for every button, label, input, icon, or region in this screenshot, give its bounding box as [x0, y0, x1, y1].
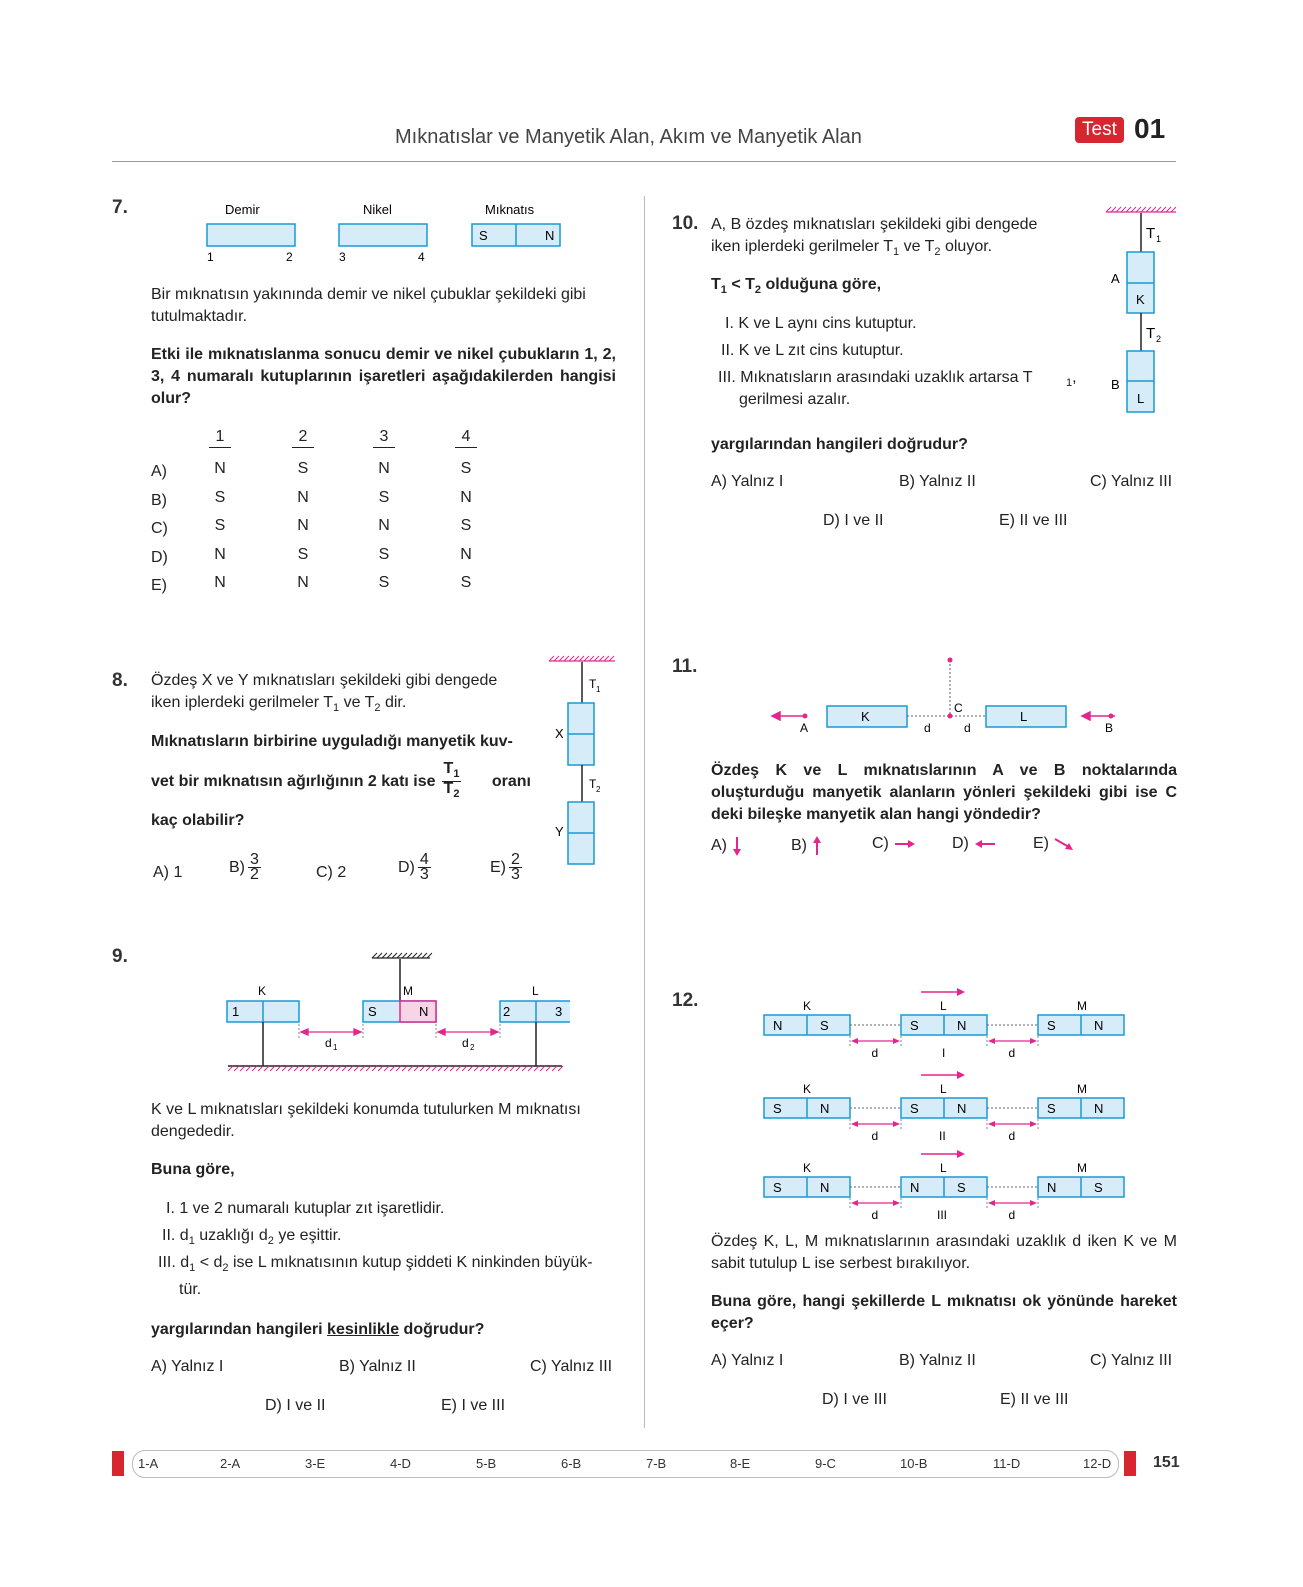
arrow-down-right-icon — [1053, 836, 1075, 852]
q7-option-cell: S — [214, 517, 226, 534]
q8-y-label: Y — [555, 824, 564, 839]
q9-ask: yargılarından hangileri kesinlikle doğrudur? — [151, 1321, 485, 1338]
q11-d2-label: d — [964, 721, 971, 735]
answer-key-item: 3-E — [305, 1456, 326, 1471]
q8-option-d[interactable]: D) $\frac{4}{3}$ — [398, 851, 429, 883]
answer-key-item: 7-B — [646, 1456, 667, 1471]
q12-figure — [760, 985, 1130, 1225]
q12-pole: N — [957, 1101, 967, 1116]
q7-option-label[interactable]: A) — [151, 463, 167, 480]
q12-option-a[interactable]: A) Yalnız I — [711, 1352, 784, 1369]
q10-ask: yargılarından hangileri doğrudur? — [711, 436, 968, 453]
q8-ratio-fraction: $\frac{T_1}{T_2}$ — [443, 760, 460, 801]
q7-nickel-label: Nikel — [363, 202, 392, 217]
q12-pole: N — [773, 1018, 783, 1033]
test-badge: Test — [1075, 117, 1124, 143]
q7-magnet-label: Mıknatıs — [485, 202, 535, 217]
q7-pole-1: 1 — [207, 250, 214, 264]
q7-option-cell: N — [378, 460, 390, 477]
answer-key-item: 10-B — [900, 1456, 928, 1471]
answer-key-item: 2-A — [220, 1456, 241, 1471]
q12-pole: S — [910, 1101, 919, 1116]
q9-pole-2: 2 — [503, 1004, 511, 1019]
q7-option-cell: S — [460, 517, 472, 534]
q12-d-label: d — [871, 1208, 879, 1222]
q7-pole-2: 2 — [286, 250, 293, 264]
q11-option-c[interactable]: C) — [872, 835, 917, 853]
q12-d-label: d — [871, 1046, 879, 1060]
q11-a-label: A — [800, 721, 809, 735]
q12-roman-label: III — [937, 1208, 948, 1222]
test-number: 01 — [1134, 113, 1166, 144]
q12-option-b[interactable]: B) Yalnız II — [899, 1352, 976, 1369]
q7-col-header: 1 — [209, 428, 231, 448]
q7-option-cell: N — [460, 545, 472, 563]
answer-key-item: 1-A — [138, 1456, 159, 1471]
q12-pole: N — [820, 1101, 830, 1116]
q9-figure — [220, 950, 570, 1080]
q9-k-label: K — [258, 984, 267, 998]
q10-statement-2: II. K ve L zıt cins kutuptur. — [721, 342, 904, 359]
q10-l-label: L — [1137, 391, 1145, 406]
q9-option-d[interactable]: D) I ve II — [265, 1397, 326, 1414]
q8-x-label: X — [555, 726, 564, 741]
q7-option-cell: N — [297, 488, 309, 506]
q11-d1-label: d — [924, 721, 931, 735]
q7-option-cell: N — [460, 488, 472, 506]
q10-option-e[interactable]: E) II ve III — [999, 512, 1068, 529]
arrow-up-icon — [811, 835, 823, 857]
q7-option-cell: S — [460, 574, 472, 591]
q10-stem: A, B özdeş mıknatısları şekildeki gibi dengede iken iplerdeki gerilmeler $T_1$ ve $T_2$ oluyor. — [711, 216, 1038, 259]
q11-option-d[interactable]: D) — [952, 835, 997, 853]
q8-stem: Özdeş X ve Y mıknatısları şekildeki gibi dengede iken iplerdeki gerilmeler $T_1$ ve $T_2$ dir. — [151, 672, 498, 715]
q11-b-label: B — [1105, 721, 1114, 735]
q7-option-cell: S — [214, 488, 226, 506]
q10-k-label: K — [1136, 292, 1145, 307]
q8-option-a[interactable]: A) 1 — [153, 864, 183, 881]
q11-option-a[interactable]: A) — [711, 835, 743, 857]
q10-figure — [1100, 203, 1180, 418]
q9-pole-3: 3 — [555, 1004, 563, 1019]
answer-key-item: 11-D — [993, 1456, 1021, 1471]
q7-pole-3: 3 — [339, 250, 346, 264]
svg-text:2: 2 — [470, 1043, 475, 1052]
q7-option-cell: N — [214, 574, 226, 591]
svg-text:2: 2 — [596, 785, 601, 794]
q9-l-label: L — [532, 984, 539, 998]
q7-option-cell: N — [214, 460, 226, 477]
q12-roman-label: II — [939, 1129, 946, 1143]
q12-question: Buna göre, hangi şekillerde L mıknatısı ok yönünde hareket eçer? — [711, 1293, 1177, 1332]
q12-pole: N — [1047, 1180, 1057, 1195]
q9-statement-3: III. $d_1 < d_2$ ise L mıknatısının kutup şiddeti K ninkinden büyük- tür. — [158, 1254, 593, 1299]
q12-pole: N — [1094, 1101, 1104, 1116]
answer-bar-right-marker — [1124, 1451, 1136, 1476]
arrow-right-icon — [893, 838, 917, 850]
q9-statement-1: I. 1 ve 2 numaralı kutuplar zıt işaretlidir. — [166, 1200, 445, 1217]
q12-pole: S — [1047, 1101, 1056, 1116]
q7-option-cell: S — [378, 574, 390, 591]
q12-option-e[interactable]: E) II ve III — [1000, 1391, 1069, 1408]
q12-m-label: M — [1077, 1161, 1087, 1175]
q8-t2-label: T — [589, 777, 597, 791]
q7-col-header: 2 — [292, 428, 314, 448]
q10-condition: $T_1 < T_2$ olduğuna göre, — [711, 276, 882, 297]
q10-option-d[interactable]: D) I ve II — [823, 512, 884, 529]
svg-text:1: 1 — [333, 1043, 338, 1052]
q11-k-label: K — [861, 709, 870, 724]
q8-option-b[interactable]: B) $\frac{3}{2}$ — [229, 851, 259, 883]
q9-d2-label: d — [462, 1036, 469, 1050]
question-8-number: 8. — [112, 670, 128, 691]
page-number: 151 — [1153, 1454, 1180, 1471]
q12-pole: S — [773, 1101, 782, 1116]
q7-option-cell: S — [297, 460, 309, 477]
column-divider — [644, 196, 645, 1428]
q12-arrow-right-icon — [957, 988, 965, 996]
q7-figure — [195, 198, 575, 268]
q12-pole: N — [1094, 1018, 1104, 1033]
q7-option-cell: N — [297, 574, 309, 591]
answer-key-item: 8-E — [730, 1456, 751, 1471]
q12-d-label: d — [1008, 1129, 1016, 1143]
q10-t2-label: T — [1146, 325, 1156, 342]
q12-k-label: K — [803, 1082, 812, 1096]
question-12-number: 12. — [672, 990, 699, 1011]
q7-iron-bar — [207, 224, 295, 246]
q12-d-label: d — [1008, 1046, 1016, 1060]
q12-pole: S — [773, 1180, 782, 1195]
q10-statement-3: III. Mıknatısların arasındaki uzaklık artarsa T gerilmesi azalır. — [718, 369, 1033, 408]
q7-option-cell: S — [378, 545, 390, 563]
q12-pole: S — [1094, 1180, 1103, 1195]
q10-t1-label: T — [1146, 225, 1156, 242]
q10-b-label: B — [1111, 377, 1120, 392]
q7-option-cell: N — [297, 517, 309, 534]
q7-option-label[interactable]: D) — [151, 548, 168, 566]
q12-k-label: K — [803, 1161, 812, 1175]
q7-option-cell: S — [378, 488, 390, 506]
q7-option-cell: N — [378, 517, 390, 534]
q9-stem: K ve L mıknatısları şekildeki konumda tutulurken M mıknatısı dengededir. — [151, 1101, 581, 1140]
q12-pole: S — [957, 1180, 966, 1195]
arrow-left-icon — [973, 838, 997, 850]
q12-d-label: d — [1008, 1208, 1016, 1222]
answer-key-item: 4-D — [390, 1456, 411, 1471]
q7-pole-4: 4 — [418, 250, 425, 264]
q12-pole: S — [820, 1018, 829, 1033]
q8-question: Mıknatısların birbirine uyguladığı manyetik kuv- vet bir mıknatısın ağırlığının 2 katı ise $\frac{T_1}{T_2}$ oranı kaç olabilir? — [151, 733, 531, 830]
q7-magnet-s: S — [479, 228, 488, 243]
q7-option-label[interactable]: C) — [151, 520, 168, 537]
svg-text:2: 2 — [1156, 334, 1162, 344]
q12-l-label: L — [940, 999, 947, 1013]
q9-option-c[interactable]: C) Yalnız III — [530, 1358, 613, 1375]
q11-figure — [765, 650, 1125, 740]
q7-option-label[interactable]: E) — [151, 577, 167, 594]
q12-arrow-right-icon — [957, 1071, 965, 1079]
q9-lead: Buna göre, — [151, 1161, 235, 1178]
svg-text:1: 1 — [596, 685, 601, 694]
q10-option-c[interactable]: C) Yalnız III — [1090, 473, 1173, 490]
q12-pole: N — [820, 1180, 830, 1195]
q10-a-label: A — [1111, 271, 1120, 286]
answer-key-item: 12-D — [1083, 1456, 1112, 1471]
q12-roman-label: I — [942, 1046, 946, 1060]
q12-pole: N — [957, 1018, 967, 1033]
q8-option-e[interactable]: E) $\frac{2}{3}$ — [490, 851, 520, 883]
answer-key-item: 9-C — [815, 1456, 836, 1471]
q9-m-label: M — [403, 984, 413, 998]
q12-l-label: L — [940, 1082, 947, 1096]
q12-m-label: M — [1077, 1082, 1087, 1096]
question-11-number: 11. — [672, 656, 698, 677]
q7-option-cell: S — [460, 460, 472, 477]
answer-key-item: 6-B — [561, 1456, 582, 1471]
q12-option-d[interactable]: D) I ve III — [822, 1391, 887, 1408]
q9-option-e[interactable]: E) I ve III — [441, 1397, 506, 1414]
q9-m-n: N — [419, 1004, 429, 1019]
q11-option-b[interactable]: B) — [791, 835, 823, 857]
q12-pole: S — [1047, 1018, 1056, 1033]
q7-nickel-bar — [339, 224, 427, 246]
q12-pole: N — [910, 1180, 920, 1195]
header-divider — [112, 161, 1176, 162]
question-10-number: 10. — [672, 213, 699, 234]
q7-stem: Bir mıknatısın yakınında demir ve nikel çubuklar şekildeki gibi tutulmaktadır. — [151, 286, 586, 325]
q7-question: Etki ile mıknatıslanma sonucu demir ve nikel çubukların 1, 2, 3, 4 numaralı kutuplarının işaretleri aşağıdakilerden hangisi olur? — [151, 346, 616, 407]
q7-iron-label: Demir — [225, 202, 260, 217]
q7-col-header: 3 — [373, 428, 395, 448]
q12-stem: Özdeş K, L, M mıknatıslarının arasındaki uzaklık d iken K ve M sabit tutulup L ise serbest bırakılıyor. — [711, 1233, 1177, 1272]
q12-l-label: L — [940, 1161, 947, 1175]
q11-l-label: L — [1020, 709, 1028, 724]
q8-option-c[interactable]: C) 2 — [316, 864, 347, 881]
arrow-down-icon — [731, 835, 743, 857]
q8-t1-label: T — [589, 677, 597, 691]
q9-statement-2: II. $d_1$ uzaklığı $d_2$ ye eşittir. — [162, 1227, 342, 1248]
question-9-number: 9. — [112, 946, 128, 967]
answer-bar-left-marker — [112, 1451, 124, 1476]
q9-option-a[interactable]: A) Yalnız I — [151, 1358, 224, 1375]
q12-m-label: M — [1077, 999, 1087, 1013]
q10-statement-1: I. K ve L aynı cins kutuptur. — [725, 315, 917, 332]
q10-option-a[interactable]: A) Yalnız I — [711, 473, 784, 490]
q11-c-label: C — [954, 701, 963, 715]
answer-key-item: 5-B — [476, 1456, 497, 1471]
q12-k-label: K — [803, 999, 812, 1013]
q8-figure — [545, 655, 625, 870]
q12-pole: S — [910, 1018, 919, 1033]
q7-magnet-n: N — [545, 228, 555, 243]
q12-option-c[interactable]: C) Yalnız III — [1090, 1352, 1173, 1369]
q7-option-cell: N — [214, 545, 226, 563]
q11-question: Özdeş K ve L mıknatıslarının A ve B noktalarında oluşturduğu manyetik alanların yönleri şekildeki gibi ise C deki bileşke manyetik alan hangi yöndedir? — [711, 762, 1177, 823]
q9-d1-label: d — [325, 1036, 332, 1050]
q9-option-b[interactable]: B) Yalnız II — [339, 1358, 416, 1375]
q9-m-s: S — [368, 1004, 377, 1019]
answer-key-bar — [132, 1450, 1119, 1478]
q7-option-label[interactable]: B) — [151, 491, 167, 509]
q9-pole-1: 1 — [232, 1004, 240, 1019]
svg-text:1: 1 — [1156, 234, 1162, 244]
q10-option-b[interactable]: B) Yalnız II — [899, 473, 976, 490]
question-7-number: 7. — [112, 197, 128, 218]
q11-option-e[interactable]: E) — [1033, 835, 1075, 853]
page-header-title: Mıknatıslar ve Manyetik Alan, Akım ve Manyetik Alan — [395, 126, 862, 148]
q7-option-cell: S — [297, 545, 309, 563]
q12-arrow-right-icon — [957, 1150, 965, 1158]
q12-d-label: d — [871, 1129, 879, 1143]
q7-col-header: 4 — [455, 428, 477, 448]
